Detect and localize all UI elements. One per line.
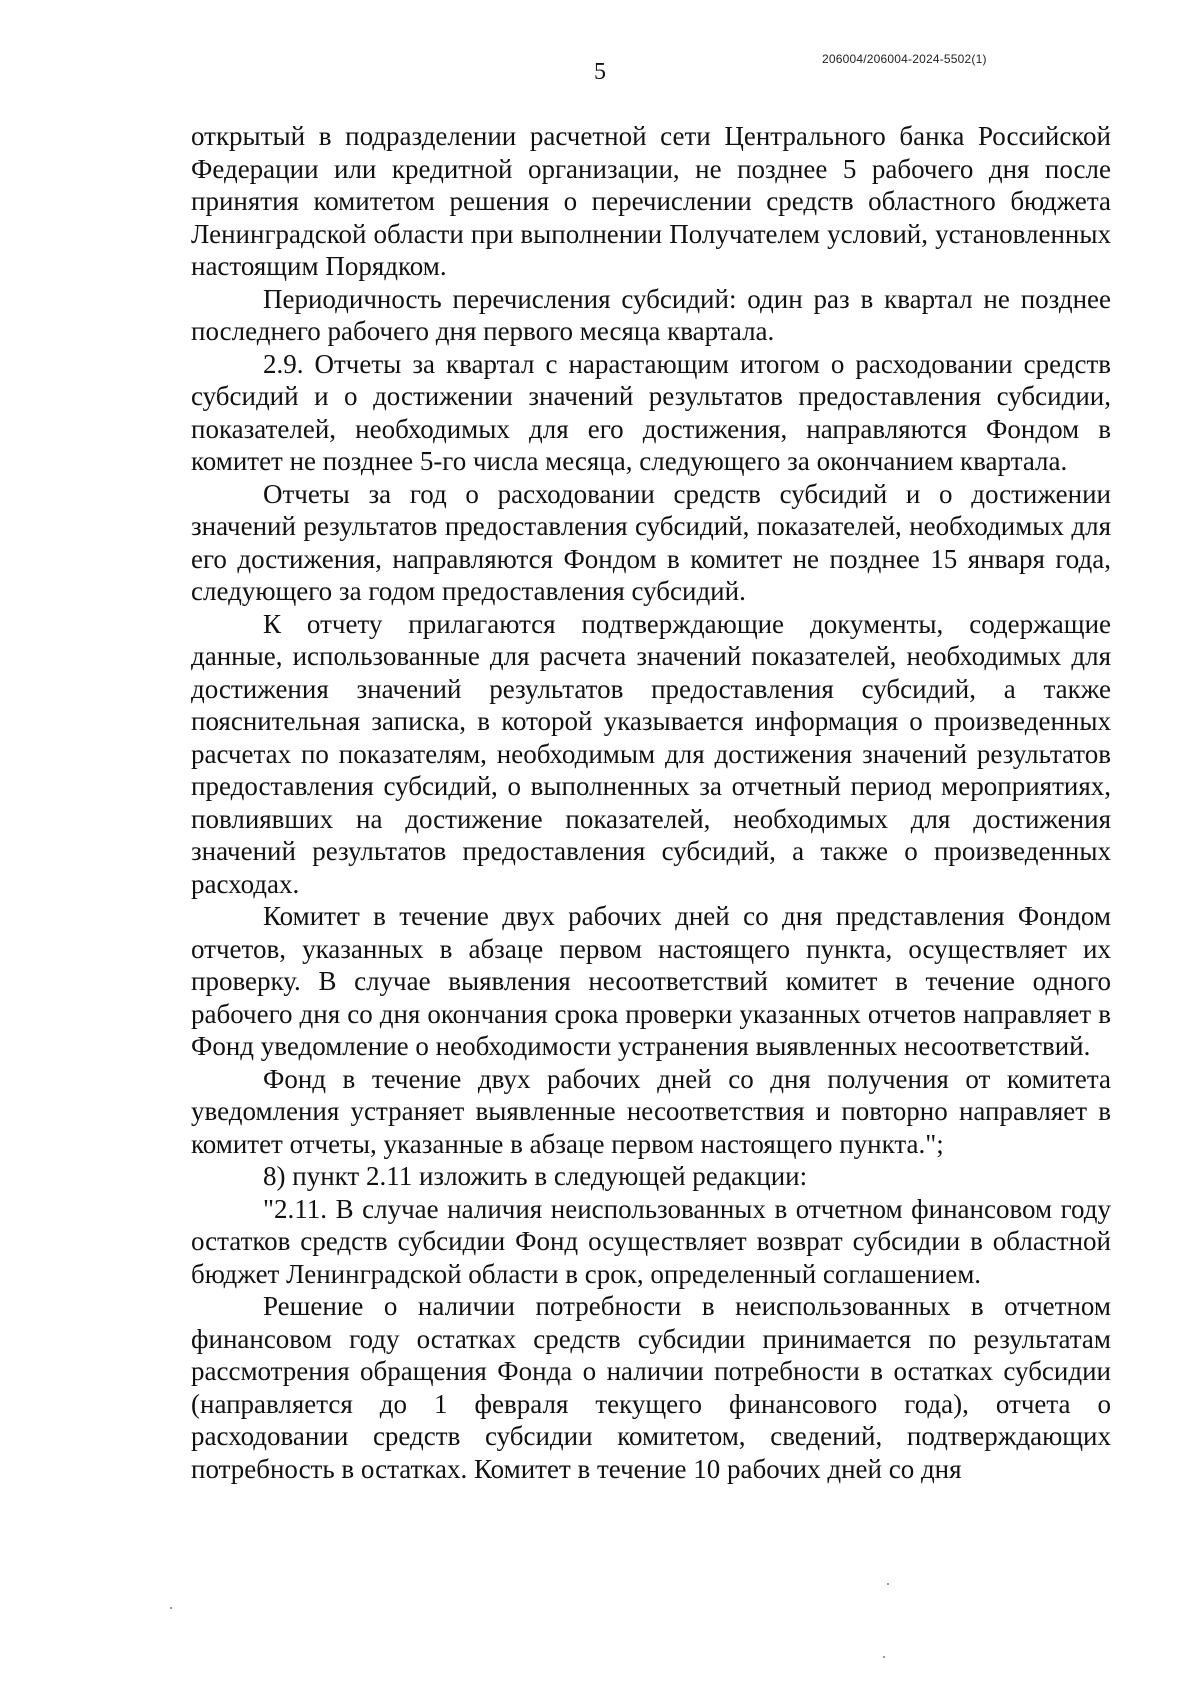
page-number: 5 bbox=[594, 59, 606, 85]
paragraph-annual-reports: Отчеты за год о расходовании средств субсидий и о достижении значений результатов предоставления субсидий, показателей, необходимых для его достижения, направляются Фондом в комитет не позднее 15 января года, следующего за годом предоставления субсидий. bbox=[191, 478, 1111, 606]
paragraph-item-2-9: 2.9. Отчеты за квартал с нарастающим итогом о расходовании средств субсидий и о достижении значений результатов предоставления субсидии, показателей, необходимых для его достижения, направляются Фондом в комитет не позднее 5-го числа месяца, следующего за окончанием квартала. bbox=[191, 348, 1111, 476]
scan-speck bbox=[883, 1656, 885, 1658]
paragraph-transfer-frequency: Периодичность перечисления субсидий: один раз в квартал не позднее последнего рабочего дня первого месяца квартала. bbox=[191, 283, 1111, 346]
paragraph-supporting-documents: К отчету прилагаются подтверждающие документы, содержащие данные, использованные для расчета значений показателей, необходимых для достижения значений результатов предоставления субсидий, а также пояснительная записка, в которой указывается информация о произведенных расчетах по показателям, необходимым для достижения значений результатов предоставления субсидий, о выполненных за отчетный период мероприятиях, повлиявших на достижение показателей, необходимых для достижения значений результатов предоставления субсидий, а также о произведенных расходах. bbox=[191, 608, 1111, 899]
paragraph-committee-review: Комитет в течение двух рабочих дней со дня представления Фондом отчетов, указанных в абзаце первом настоящего пункта, осуществляет их проверку. В случае выявления несоответствий комитет в течение одного рабочего дня со дня окончания срока проверки указанных отчетов направляет в Фонд уведомление о необходимости устранения выявленных несоответствий. bbox=[191, 901, 1111, 1061]
document-registration-number: 206004/206004-2024-5502(1) bbox=[822, 52, 987, 66]
document-body bbox=[191, 120, 1111, 1485]
scan-speck bbox=[887, 1583, 889, 1585]
paragraph-remainder-decision: Решение о наличии потребности в неиспользованных в отчетном финансовом году остатках средств субсидии принимается по результатам рассмотрения обращения Фонда о наличии потребности в остатках субсидии (направляется до 1 февраля текущего финансового года), отчета о расходовании средств субсидии комитетом, сведений, подтверждающих потребность в остатках. Комитет в течение 10 рабочих дней со дня bbox=[191, 1291, 1111, 1484]
paragraph-item-8: 8) пункт 2.11 изложить в следующей редакции: bbox=[263, 1161, 808, 1191]
paragraph-fund-corrections: Фонд в течение двух рабочих дней со дня получения от комитета уведомления устраняет выявленные несоответствия и повторно направляет в комитет отчеты, указанные в абзаце первом настоящего пункта."; bbox=[191, 1063, 1111, 1159]
paragraph-continuation: открытый в подразделении расчетной сети Центрального банка Российской Федерации или кредитной организации, не позднее 5 рабочего дня после принятия комитетом решения о перечислении средств областного бюджета Ленинградской области при выполнении Получателем условий, установленных настоящим Порядком. bbox=[191, 121, 1111, 281]
scan-speck bbox=[170, 1607, 172, 1609]
paragraph-item-2-11: "2.11. В случае наличия неиспользованных в отчетном финансовом году остатков средств субсидии Фонд осуществляет возврат субсидии в областной бюджет Ленинградской области в срок, определенный соглашением. bbox=[191, 1193, 1111, 1289]
